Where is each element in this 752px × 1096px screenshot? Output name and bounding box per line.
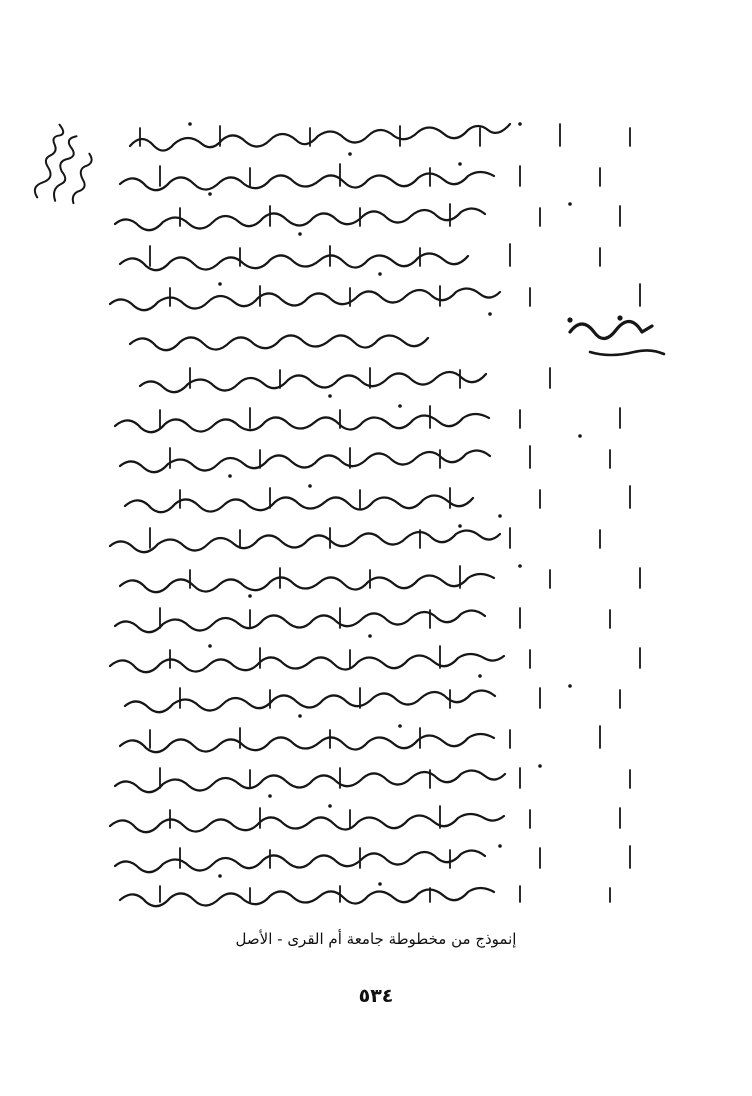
manuscript-line [130,315,664,355]
margin-annotation-handwriting [20,110,110,220]
manuscript-line [140,368,550,398]
manuscript-line [115,608,610,638]
manuscript-line [125,684,620,718]
manuscript-line [120,446,610,478]
manuscript-line [115,764,630,798]
manuscript-caption: إنموذج من مخطوطة جامعة أم القرى - الأصل [235,930,517,948]
manuscript-line [120,564,640,598]
manuscript-line [120,724,600,752]
manuscript-line [115,202,620,236]
manuscript-line [110,282,640,316]
page-number: ٥٣٤ [358,985,394,1007]
manuscript-handwriting [100,118,678,918]
manuscript-line [130,122,630,156]
manuscript-line [110,524,600,552]
manuscript-line [110,644,640,678]
manuscript-line [115,844,630,878]
manuscript-line [120,882,610,906]
manuscript-body [100,118,678,918]
manuscript-line [120,162,600,196]
manuscript-line [125,484,630,518]
manuscript-line [120,244,600,276]
manuscript-line [115,404,620,438]
margin-annotation [20,110,110,220]
manuscript-line [110,804,620,832]
